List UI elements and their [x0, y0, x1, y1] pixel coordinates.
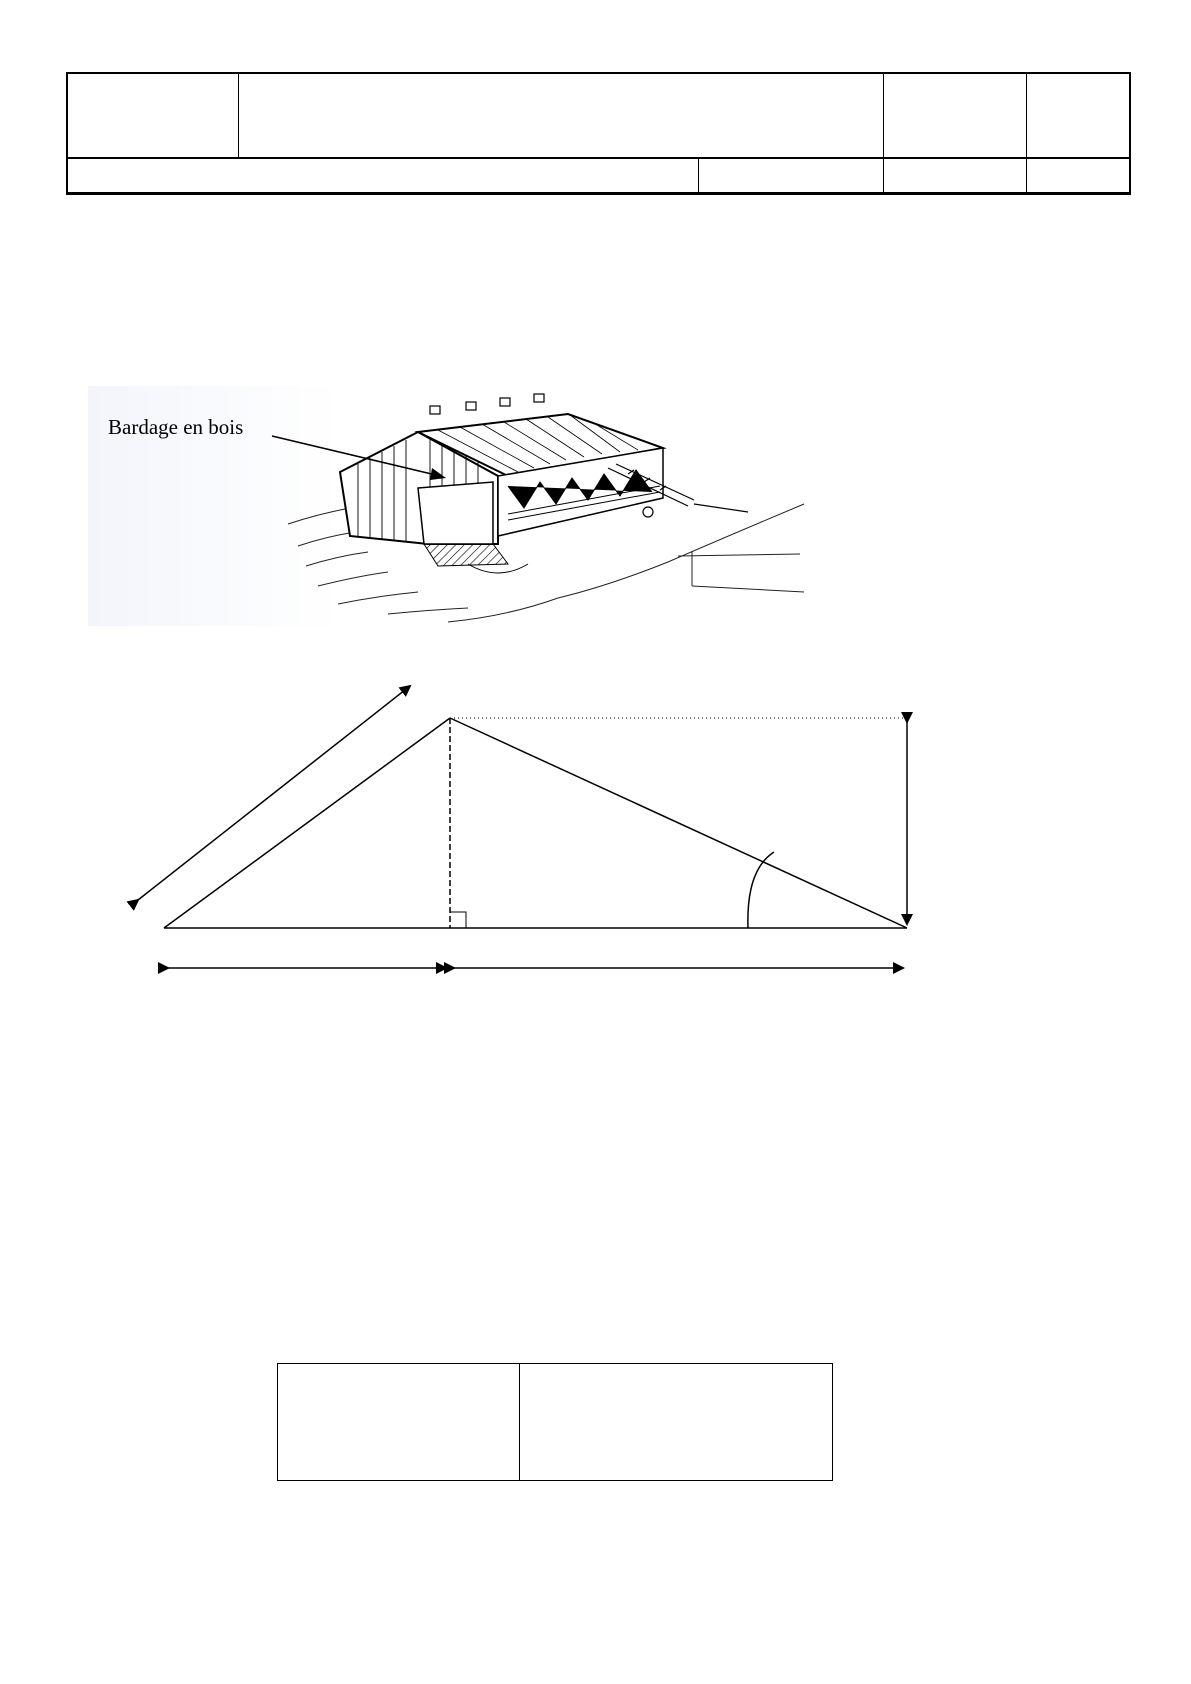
- header-top-border: [66, 72, 1131, 74]
- answer-table-divider: [519, 1364, 520, 1480]
- label-pointer-arrow: [270, 424, 450, 484]
- header-divider-3: [1026, 72, 1027, 195]
- right-angle-mark: [450, 912, 466, 928]
- slope-dimension-arrow: [138, 686, 410, 900]
- header-divider-1: [238, 72, 239, 158]
- header-right-border: [1129, 72, 1131, 195]
- answer-table: [277, 1363, 833, 1481]
- angle-arc: [748, 852, 774, 928]
- header-mid-border: [66, 157, 1131, 159]
- left-slope: [164, 718, 450, 928]
- roof-triangle-diagram: [110, 670, 940, 990]
- header-left-border: [66, 72, 68, 195]
- header-divider-4: [698, 157, 699, 194]
- header-bottom-border: [66, 192, 1131, 195]
- header-divider-2: [883, 72, 884, 195]
- right-slope: [450, 718, 907, 928]
- bardage-label: Bardage en bois: [108, 415, 244, 439]
